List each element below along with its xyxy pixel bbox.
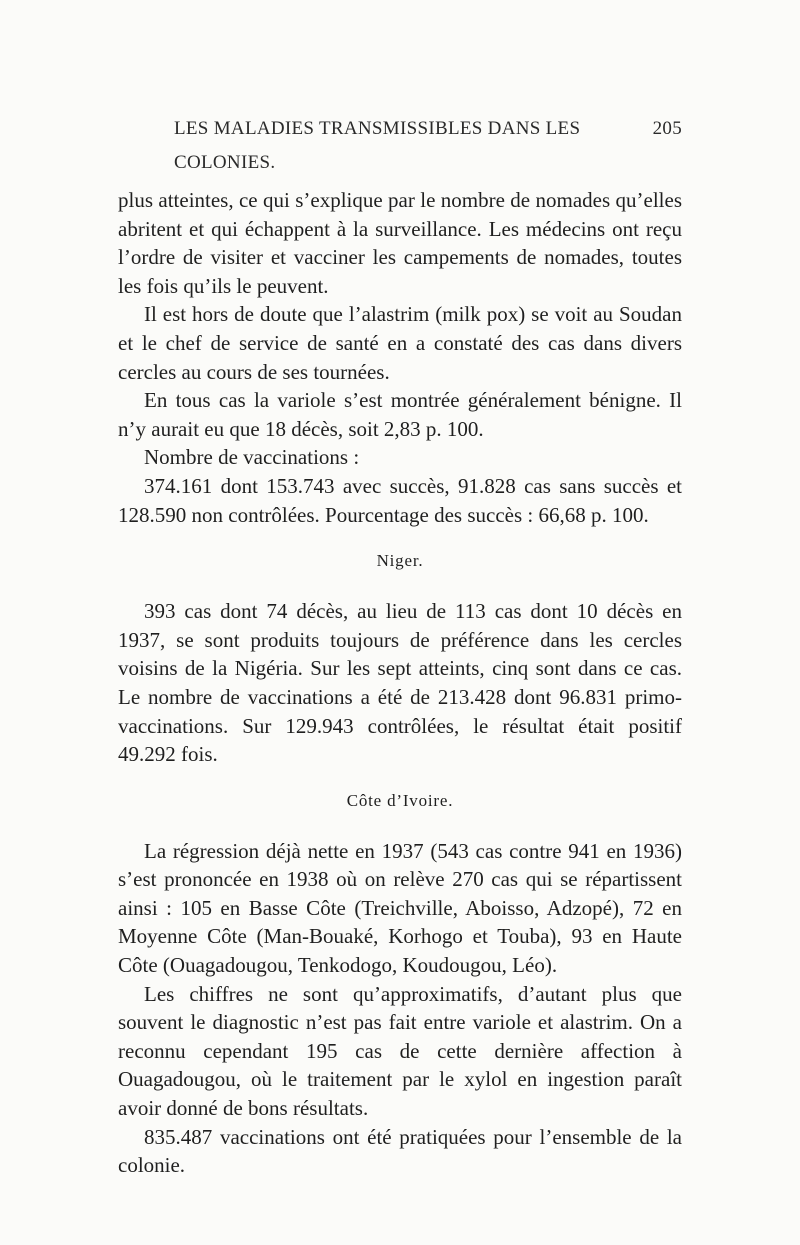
paragraph: 374.161 dont 153.743 avec succès, 91.828 cas sans succès et 128.590 non contrôlées. Pourcentage des succès : 66,68 p. 100. [118, 473, 682, 527]
paragraph: 835.487 vaccinations ont été pratiquées pour l’ensemble de la colonie. [118, 1124, 682, 1178]
running-title: LES MALADIES TRANSMISSIBLES DANS LES COLONIES. [174, 118, 581, 173]
book-page [118, 112, 682, 1180]
running-header [174, 112, 682, 180]
paragraph: Il est hors de doute que l’alastrim (milk pox) se voit au Soudan et le chef de service de santé en a constaté des cas dans divers cercles au cours de ses tournées. [118, 302, 682, 384]
section-title-niger: Niger. [376, 551, 424, 571]
paragraph: Nombre de vaccinations : [144, 445, 360, 470]
cote-divoire-text [118, 837, 682, 1180]
paragraph: La régression déjà nette en 1937 (543 cas contre 941 en 1936) s’est prononcée en 1938 où on relève 270 cas qui se répartissent ainsi : 105 en Basse Côte (Treichville, Aboisso, Adzopé), 72 en Moyenne Côte (Man-Bouaké, Korhogo et Touba), 93 en Haute Côte (Ouagadougou, Tenkodogo, Koudougou, Léo). [118, 838, 682, 978]
paragraph: Les chiffres ne sont qu’approximatifs, d’autant plus que souvent le diagnostic n’est pas fait entre variole et alastrim. On a reconnu cependant 195 cas de cette dernière affection à Ouagadougou, où le traitement par le xylol en ingestion paraît avoir donné de bons résultats. [118, 981, 682, 1121]
intro-text [118, 186, 682, 529]
paragraph: plus atteintes, ce qui s’explique par le nombre de nomades qu’elles abritent et qui échappent à la surveillance. Les médecins ont reçu l’ordre de visiter et vacciner les campements de nomades, toutes les fois qu’ils le peuvent. [118, 188, 682, 298]
section-title-cote-divoire: Côte d’Ivoire. [346, 790, 454, 810]
paragraph: 393 cas dont 74 décès, au lieu de 113 cas dont 10 décès en 1937, se sont produits toujours de préférence dans les cercles voisins de la Nigéria. Sur les sept atteints, cinq sont dans ce cas. Le nombre de vaccinations a été de 213.428 dont 96.831 primo-vaccinations. Sur 129.943 contrôlées, le résultat était positif 49.292 fois. [118, 599, 682, 767]
page-number: 205 [652, 118, 682, 139]
niger-text [118, 597, 682, 769]
paragraph: En tous cas la variole s’est montrée généralement bénigne. Il n’y aurait eu que 18 décès, soit 2,83 p. 100. [118, 388, 682, 441]
